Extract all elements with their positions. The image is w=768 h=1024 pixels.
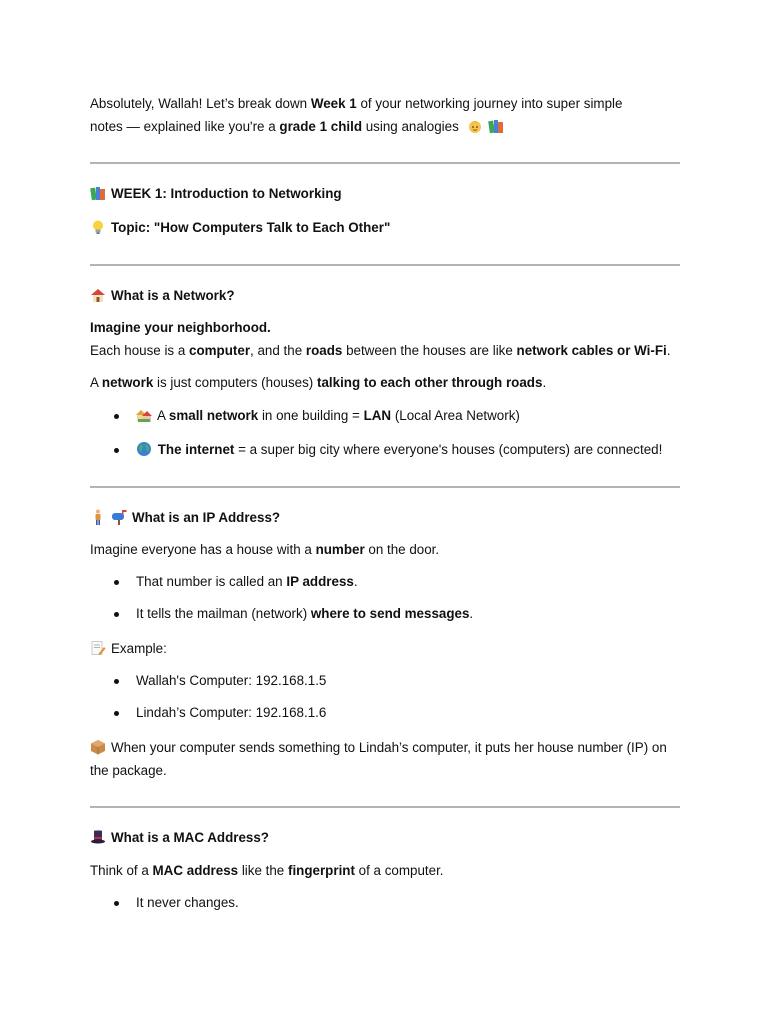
network-list bbox=[90, 404, 680, 461]
globe-icon bbox=[136, 441, 152, 457]
network-imagine: Imagine your neighborhood. bbox=[90, 320, 271, 335]
list-item: That number is called an IP address. bbox=[90, 570, 680, 593]
divider bbox=[90, 806, 680, 808]
example-label: Example: bbox=[90, 637, 680, 660]
mailbox-icon bbox=[111, 509, 127, 525]
divider bbox=[90, 162, 680, 164]
child-face-icon bbox=[467, 118, 483, 134]
network-line-2: Each house is a computer, and the roads between the houses are like network cables or Wi-Fi. bbox=[90, 343, 671, 358]
network-line-3: A network is just computers (houses) talking to each other through roads. bbox=[90, 375, 547, 390]
divider bbox=[90, 486, 680, 488]
books-icon bbox=[488, 118, 504, 134]
package-icon bbox=[90, 739, 106, 755]
list-item: The internet = a super big city where everyone's houses (computers) are connected! bbox=[90, 438, 680, 461]
mac-line-1: Think of a MAC address like the fingerprint of a computer. bbox=[90, 863, 444, 878]
list-item: Wallah's Computer: 192.168.1.5 bbox=[90, 669, 680, 692]
house-icon bbox=[90, 287, 106, 303]
document bbox=[90, 92, 680, 914]
top-hat-icon bbox=[90, 829, 106, 845]
ip-line-1: Imagine everyone has a house with a number on the door. bbox=[90, 542, 440, 557]
network-heading: What is a Network? bbox=[90, 284, 680, 307]
person-icon bbox=[90, 509, 106, 525]
list-item: It tells the mailman (network) where to send messages. bbox=[90, 602, 680, 625]
mac-list bbox=[90, 891, 680, 914]
list-item: It never changes. bbox=[90, 891, 680, 914]
list-item: A small network in one building = LAN (Local Area Network) bbox=[90, 404, 680, 427]
mac-heading: What is a MAC Address? bbox=[90, 826, 680, 849]
lightbulb-icon bbox=[90, 219, 106, 235]
books-icon bbox=[90, 185, 106, 201]
week-topic: Topic: "How Computers Talk to Each Other" bbox=[90, 216, 680, 239]
houses-icon bbox=[136, 407, 152, 423]
ip-heading: What is an IP Address? bbox=[90, 506, 680, 529]
divider bbox=[90, 264, 680, 266]
week-title: WEEK 1: Introduction to Networking bbox=[90, 182, 680, 205]
ip-list bbox=[90, 570, 680, 625]
memo-icon bbox=[90, 640, 106, 656]
list-item: Lindah’s Computer: 192.168.1.6 bbox=[90, 701, 680, 724]
example-list bbox=[90, 669, 680, 724]
package-paragraph: When your computer sends something to Lindah’s computer, it puts her house number (IP) on the package. bbox=[90, 740, 667, 778]
intro-paragraph: Absolutely, Wallah! Let’s break down Week 1 of your networking journey into super simple notes — explained like you're a grade 1 child using analogies bbox=[90, 96, 623, 134]
